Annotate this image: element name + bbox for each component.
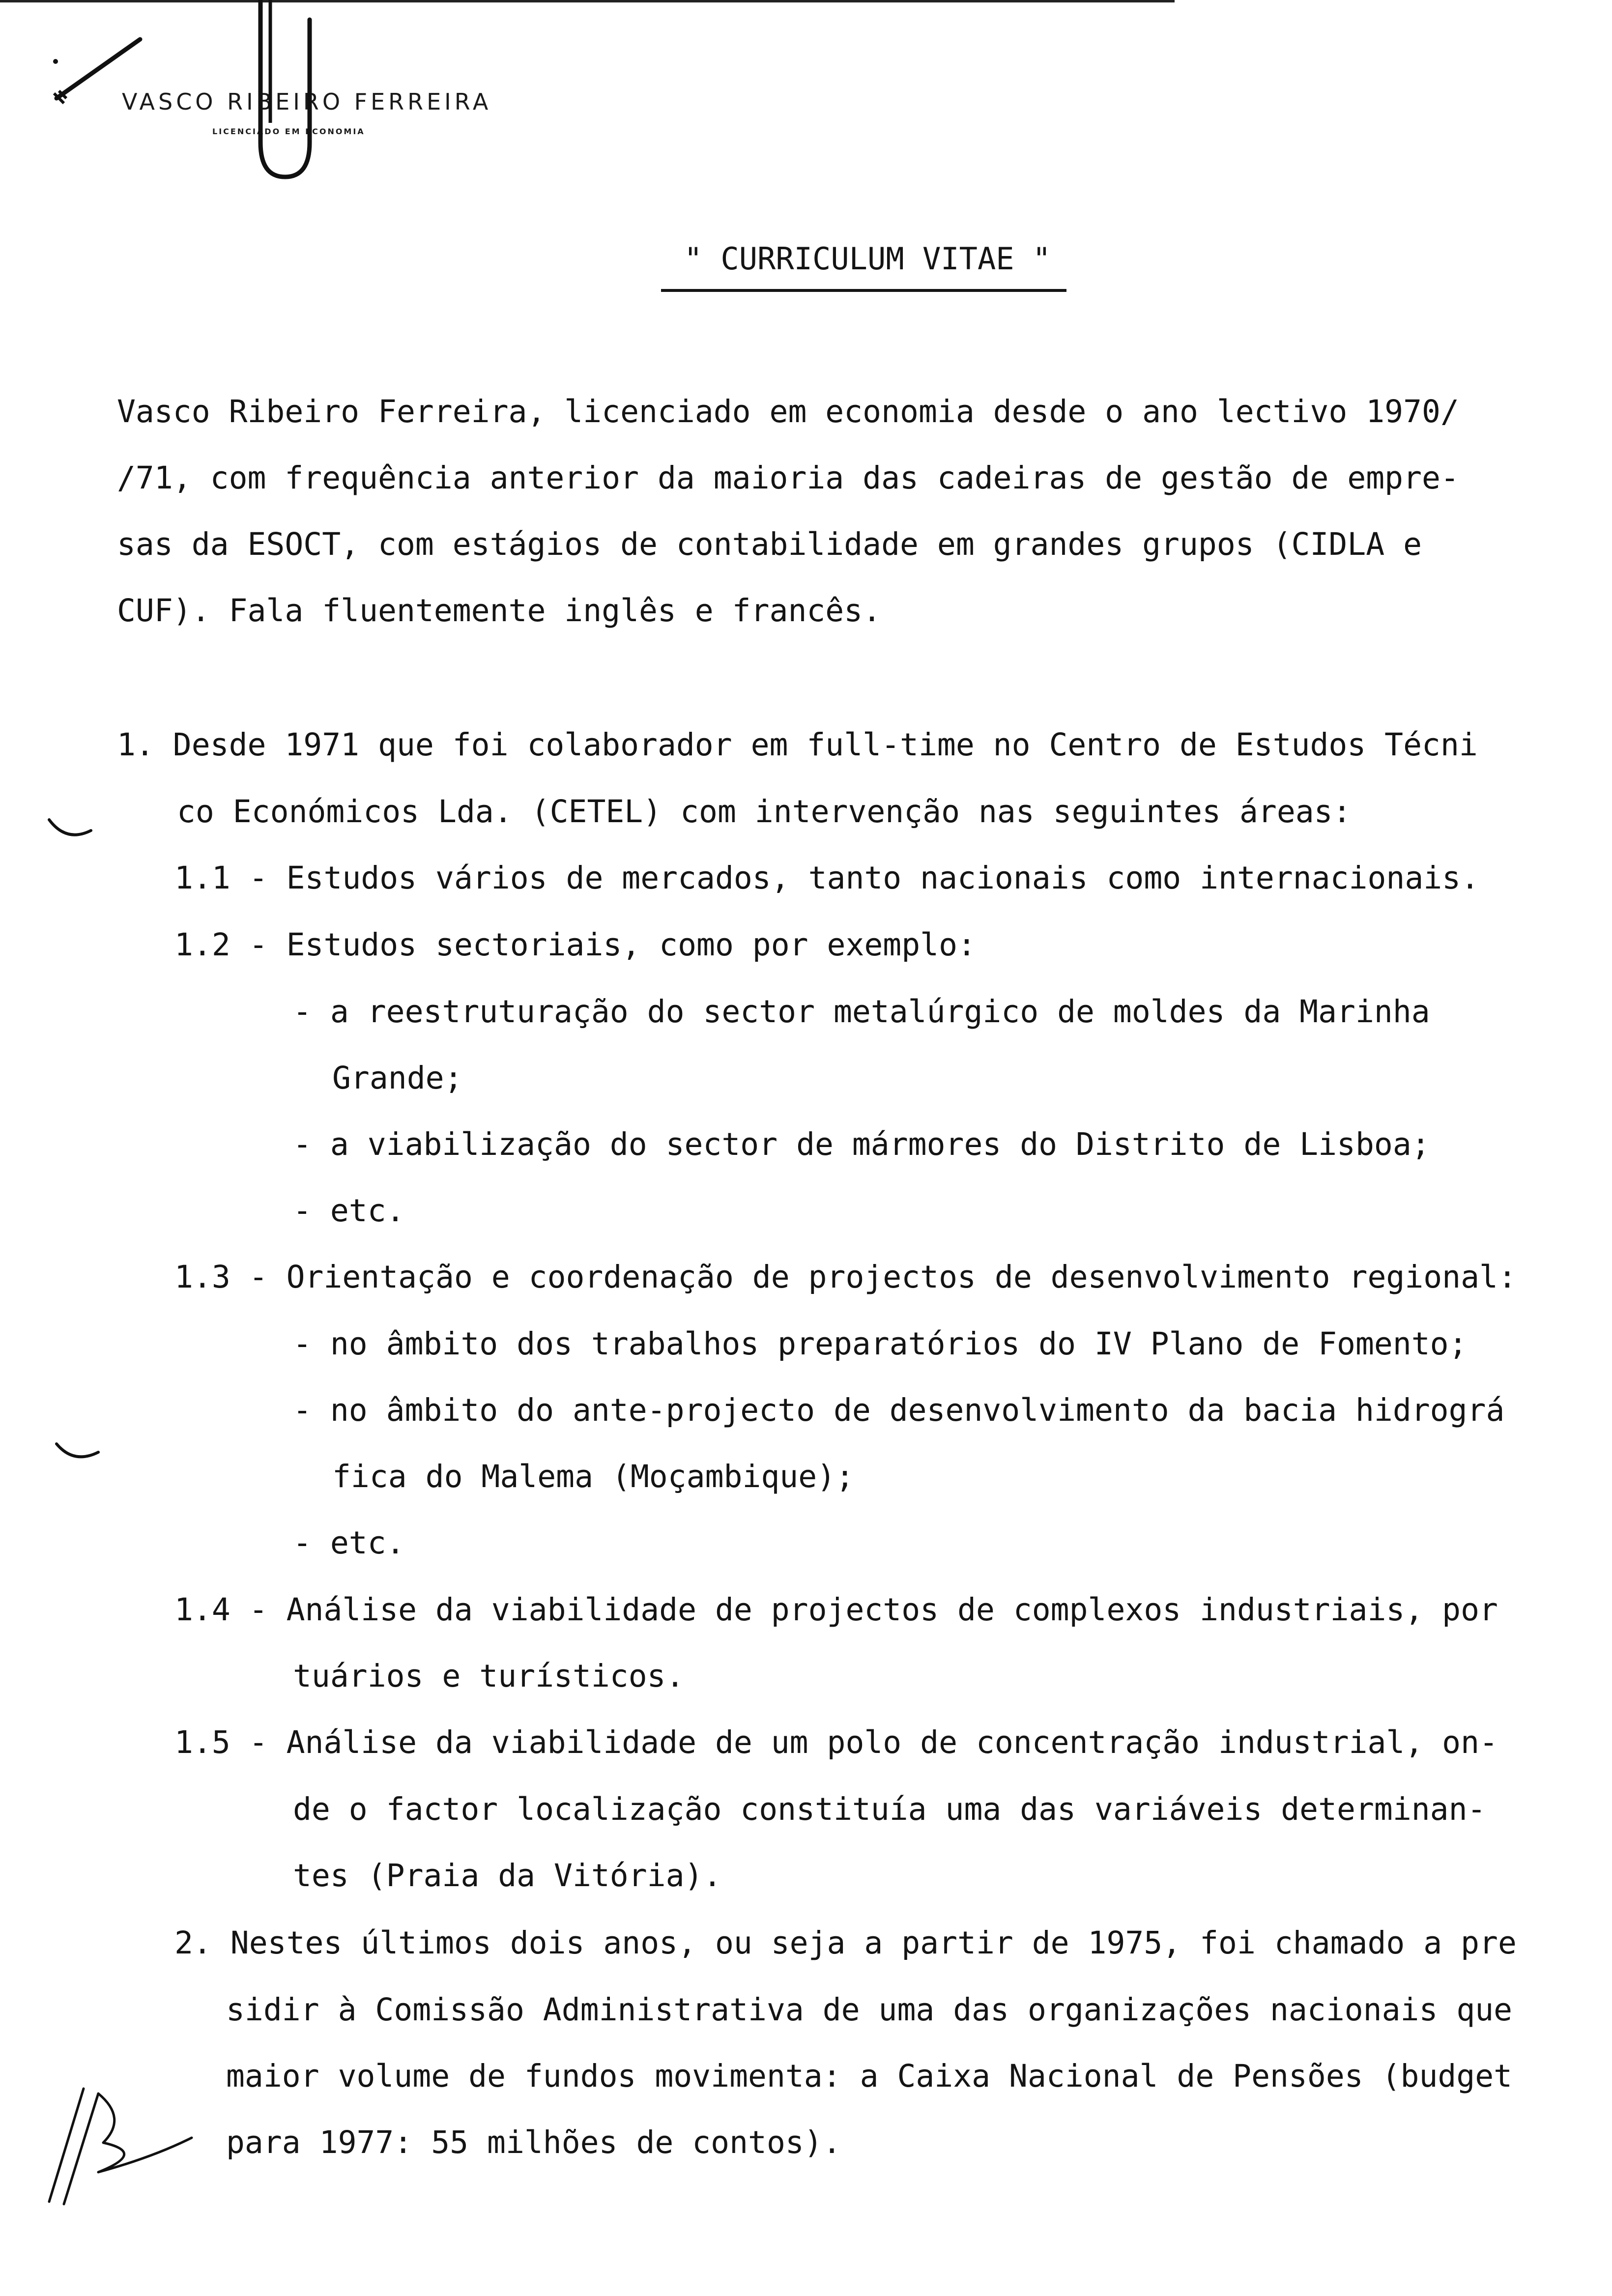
item-1-4-line: 1.4 - Análise da viabilidade de projectos de complexos industriais, por [174,1592,1498,1628]
letterhead-name: VASCO RIBEIRO FERREIRA [122,88,492,115]
item-1-2-bullet: - a reestruturação do sector metalúrgico de moldes da Marinha [293,994,1430,1030]
document-title: " CURRICULUM VITAE " [684,241,1051,277]
title-underline [661,289,1066,292]
item-1-3-bullet-cont: fica do Malema (Moçambique); [332,1459,855,1494]
margin-pen-mark [54,1440,103,1469]
item-1-2-bullet: - etc. [293,1193,405,1229]
item-1-line: 1. Desde 1971 que foi colaborador em full-time no Centro de Estudos Técni [117,727,1478,763]
item-2-line: 2. Nestes últimos dois anos, ou seja a partir de 1975, foi chamado a pre [174,1925,1517,1961]
paper-clip-icon [246,0,324,187]
intro-line: Vasco Ribeiro Ferreira, licenciado em economia desde o ano lectivo 1970/ [117,394,1459,430]
item-1-2-bullet: - a viabilização do sector de mármores do Distrito de Lisboa; [293,1126,1430,1162]
letterhead-qualification: LICENCIADO EM ECONOMIA [212,127,365,136]
item-2-line: maior volume de fundos movimenta: a Caixa Nacional de Pensões (budget [226,2058,1513,2094]
item-1-2-heading: 1.2 - Estudos sectoriais, como por exemplo: [174,927,976,963]
handwritten-initials [29,2079,206,2207]
item-1-5-line: tes (Praia da Vitória). [293,1858,722,1894]
item-1-3-bullet: - no âmbito dos trabalhos preparatórios do IV Plano de Fomento; [293,1326,1468,1362]
top-edge-line [0,0,1175,2]
item-2-line: sidir à Comissão Administrativa de uma das organizações nacionais que [226,1992,1513,2028]
item-1-line: co Económicos Lda. (CETEL) com intervenção nas seguintes áreas: [177,794,1352,830]
item-2-line: para 1977: 55 milhões de contos). [226,2124,841,2160]
intro-line: CUF). Fala fluentemente inglês e francês. [117,593,882,629]
item-1-4-line: tuários e turísticos. [293,1658,685,1694]
intro-line: sas da ESOCT, com estágios de contabilidade em grandes grupos (CIDLA e [117,526,1422,562]
item-1-3-bullet: - etc. [293,1525,405,1561]
intro-line: /71, com frequência anterior da maioria das cadeiras de gestão de empre- [117,460,1459,496]
item-1-1-line: 1.1 - Estudos vários de mercados, tanto nacionais como internacionais. [174,860,1480,896]
item-1-3-bullet: - no âmbito do ante-projecto de desenvolvimento da bacia hidrográ [293,1392,1505,1428]
item-1-5-line: de o factor localização constituía uma das variáveis determinan- [293,1791,1486,1827]
item-1-3-heading: 1.3 - Orientação e coordenação de projectos de desenvolvimento regional: [174,1259,1517,1295]
margin-pen-mark [47,816,96,845]
item-1-2-bullet-cont: Grande; [332,1060,463,1096]
item-1-5-line: 1.5 - Análise da viabilidade de um polo de concentração industrial, on- [174,1724,1498,1760]
